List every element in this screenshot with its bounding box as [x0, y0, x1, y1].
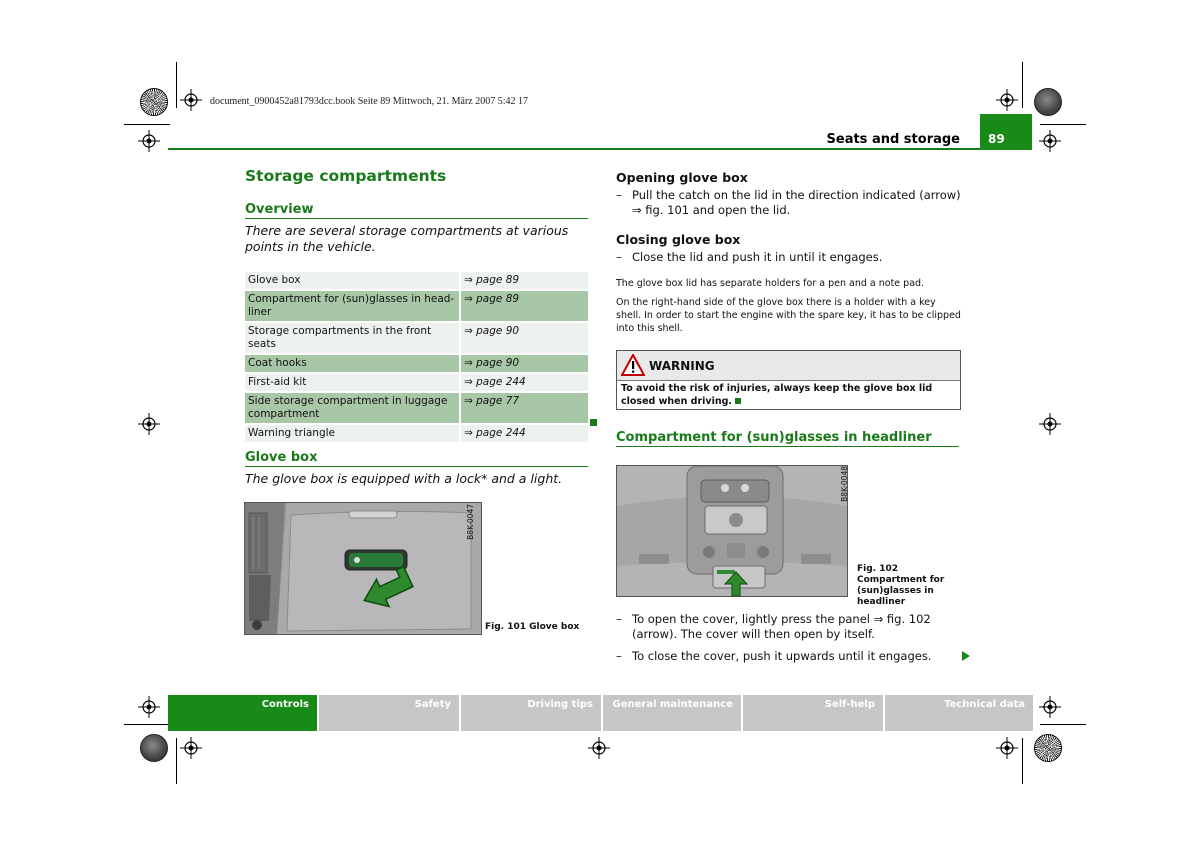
footer-tab-self-help[interactable]: Self-help — [743, 695, 883, 731]
note-paragraph: The glove box lid has separate holders for a pen and a note pad. — [616, 278, 925, 289]
registration-mark-icon — [138, 696, 160, 718]
opening-step — [616, 188, 961, 218]
table-cell-item: Coat hooks — [245, 355, 459, 372]
glove-box-illustration — [245, 503, 481, 634]
warning-label: WARNING — [649, 359, 715, 373]
registration-mark-icon — [1039, 696, 1061, 718]
sunglasses-step — [616, 612, 961, 642]
continue-arrow-icon — [962, 651, 970, 661]
registration-mark-icon — [996, 89, 1018, 111]
page-reference-link[interactable]: ⇒ page 90 — [459, 355, 588, 372]
page-reference-link[interactable]: ⇒ page 244 — [459, 425, 588, 442]
step-dash: – — [616, 612, 622, 626]
glove-box-figure — [244, 502, 482, 635]
table-cell-item: First-aid kit — [245, 374, 459, 391]
gray-rosette-icon — [140, 734, 168, 762]
glove-box-rule — [245, 466, 588, 467]
page-reference-link[interactable]: ⇒ page 90 — [459, 323, 588, 353]
table-row — [245, 272, 588, 289]
table-row — [245, 425, 588, 442]
registration-mark-icon — [138, 413, 160, 435]
step-dash: – — [616, 649, 622, 663]
registration-mark-icon — [996, 737, 1018, 759]
overview-intro: There are several storage compartments at various points in the vehicle. — [245, 223, 569, 254]
warning-header — [617, 351, 960, 381]
step-dash: – — [616, 250, 622, 264]
warning-triangle-icon — [621, 354, 645, 376]
note-paragraph: On the right-hand side of the glove box there is a holder with a key shell. In order to start the engine with the spare key, it has to be clipped into this shell. — [616, 297, 961, 334]
headliner-illustration — [617, 466, 847, 596]
sunglasses-heading: Compartment for (sun)glasses in headliner — [616, 430, 932, 445]
header-rule — [168, 148, 980, 150]
table-row — [245, 355, 588, 372]
step-text: Pull the catch on the lid in the direction indicated (arrow) ⇒ fig. 101 and open the lid. — [632, 188, 961, 217]
end-of-section-icon — [735, 398, 741, 404]
overview-rule — [245, 218, 588, 219]
registration-mark-icon — [1039, 413, 1061, 435]
table-cell-item: Warning triangle — [245, 425, 459, 442]
running-header-title: Seats and storage — [826, 132, 960, 147]
end-of-section-icon — [590, 419, 597, 426]
table-row — [245, 323, 588, 353]
registration-mark-icon — [1039, 130, 1061, 152]
table-cell-item: Compartment for (sun)glasses in head-liner — [245, 291, 459, 321]
step-text: To open the cover, lightly press the panel ⇒ fig. 102 (arrow). The cover will then open by itself. — [632, 612, 931, 641]
registration-mark-icon — [180, 737, 202, 759]
warning-text-content: To avoid the risk of injuries, always keep the glove box lid closed when driving. — [621, 383, 933, 407]
step-text: To close the cover, push it upwards until it engages. — [632, 649, 932, 663]
closing-heading: Closing glove box — [616, 232, 741, 247]
page-reference-link[interactable]: ⇒ page 77 — [459, 393, 588, 423]
opening-heading: Opening glove box — [616, 170, 748, 185]
footer-tab-controls[interactable]: Controls — [168, 695, 317, 731]
print-header: document_0900452a81793dcc.book Seite 89 Mittwoch, 21. März 2007 5:42 17 — [210, 96, 529, 107]
table-cell-item: Glove box — [245, 272, 459, 289]
warning-text — [621, 382, 956, 408]
sunglasses-figure — [616, 465, 848, 597]
page-reference-link[interactable]: ⇒ page 89 — [459, 291, 588, 321]
gray-rosette-icon — [1034, 88, 1062, 116]
closing-step — [616, 250, 961, 265]
step-dash: – — [616, 188, 622, 202]
page-reference-link[interactable]: ⇒ page 89 — [459, 272, 588, 289]
table-row — [245, 374, 588, 391]
color-rosette-icon — [140, 88, 168, 116]
overview-heading: Overview — [245, 202, 314, 217]
figure-code: B8K-0047 — [466, 504, 475, 540]
table-cell-item: Storage compartments in the front seats — [245, 323, 459, 353]
footer-tab-general-maintenance[interactable]: General maintenance — [603, 695, 741, 731]
step-text: Close the lid and push it in until it engages. — [632, 250, 883, 264]
overview-table — [245, 270, 588, 444]
warning-box — [616, 350, 961, 410]
figure-code: B8K-0048 — [840, 466, 849, 502]
footer-tab-technical-data[interactable]: Technical data — [885, 695, 1033, 731]
figure-caption: Fig. 102 Compartment for (sun)glasses in headliner — [857, 564, 945, 607]
page-number: 89 — [988, 132, 1005, 146]
sunglasses-rule — [616, 446, 959, 447]
registration-mark-icon — [588, 737, 610, 759]
table-row — [245, 393, 588, 423]
section-title: Storage compartments — [245, 167, 447, 185]
page-number-box — [980, 114, 1032, 150]
registration-mark-icon — [138, 130, 160, 152]
table-row — [245, 291, 588, 321]
figure-caption: Fig. 101 Glove box — [485, 622, 580, 632]
page-reference-link[interactable]: ⇒ page 244 — [459, 374, 588, 391]
sunglasses-step — [616, 649, 961, 664]
color-rosette-icon — [1034, 734, 1062, 762]
glove-box-intro: The glove box is equipped with a lock* and a light. — [245, 471, 563, 486]
registration-mark-icon — [180, 89, 202, 111]
table-cell-item: Side storage compartment in luggage compartment — [245, 393, 459, 423]
footer-tab-safety[interactable]: Safety — [319, 695, 459, 731]
footer-tab-driving-tips[interactable]: Driving tips — [461, 695, 601, 731]
glove-box-heading: Glove box — [245, 450, 318, 465]
